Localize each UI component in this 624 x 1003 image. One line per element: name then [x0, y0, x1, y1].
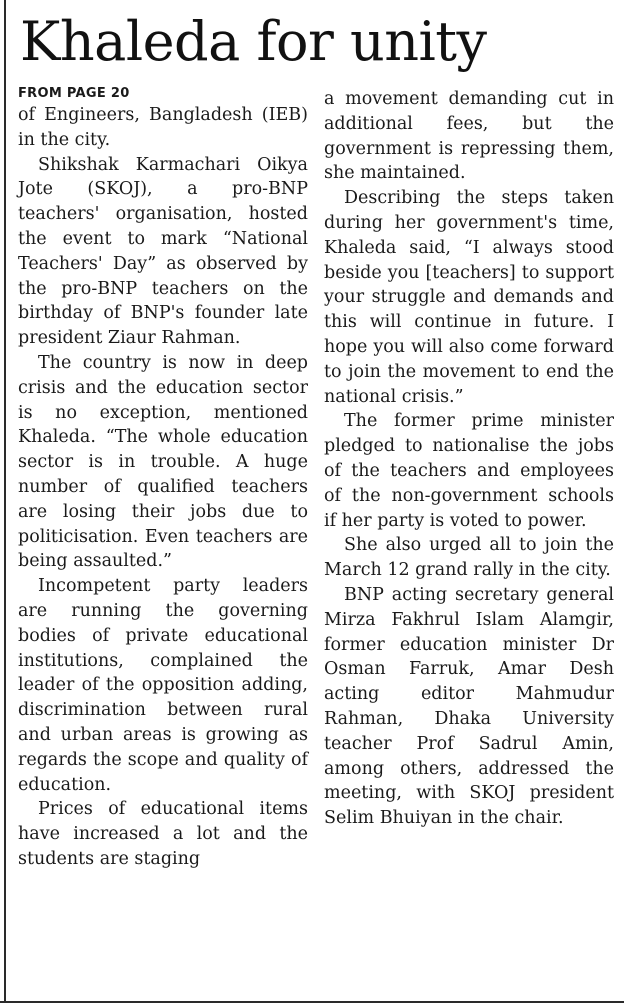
paragraph: BNP acting secretary general Mirza Fakhrul Islam Alamgir, former education minister Dr Osman Farruk, Amar Desh acting editor Mahmudur Rahman, Dhaka University teacher Prof Sadrul Amin, among others, addressed the meeting, with SKOJ president Selim Bhuiyan in the chair.	[324, 584, 614, 829]
article-column-right	[324, 87, 614, 831]
paragraph: Prices of educational items have increased a lot and the students are staging	[18, 799, 308, 869]
paragraph: a movement demanding cut in additional fees, but the government is repressing them, she maintained.	[324, 89, 614, 184]
paragraph: The country is now in deep crisis and the education sector is no exception, mentioned Khaleda. “The whole education sector is in trouble. A huge number of qualified teachers are losing their jobs due to politicisation. Even teachers are being assaulted.”	[18, 352, 308, 572]
column-rule	[4, 0, 6, 1003]
paragraph: Describing the steps taken during her government's time, Khaleda said, “I always stood beside you [teachers] to support your struggle and demands and this will continue in future. I hope you will also come forward to join the movement to end the national crisis.”	[324, 188, 614, 407]
article-column-left	[18, 86, 308, 872]
paragraph: Incompetent party leaders are running the governing bodies of private educational institutions, complained the leader of the opposition adding, discrimination between rural and urban areas is growing as regards the scope and quality of education.	[18, 576, 308, 795]
paragraph: of Engineers, Bangladesh (IEB) in the city.	[18, 105, 308, 150]
headline: Khaleda for unity	[20, 10, 487, 73]
paragraph: The former prime minister pledged to nationalise the jobs of the teachers and employees of the non-government schools if her party is voted to power.	[324, 411, 614, 531]
jump-line: FROM PAGE 20	[18, 86, 130, 101]
paragraph: She also urged all to join the March 12 grand rally in the city.	[324, 535, 614, 581]
paragraph: Shikshak Karmachari Oikya Jote (SKOJ), a pro-BNP teachers' organisation, hosted the event to mark “National Teachers' Day” as observed by the pro-BNP teachers on the birthday of BNP's founder late president Ziaur Rahman.	[18, 154, 308, 349]
